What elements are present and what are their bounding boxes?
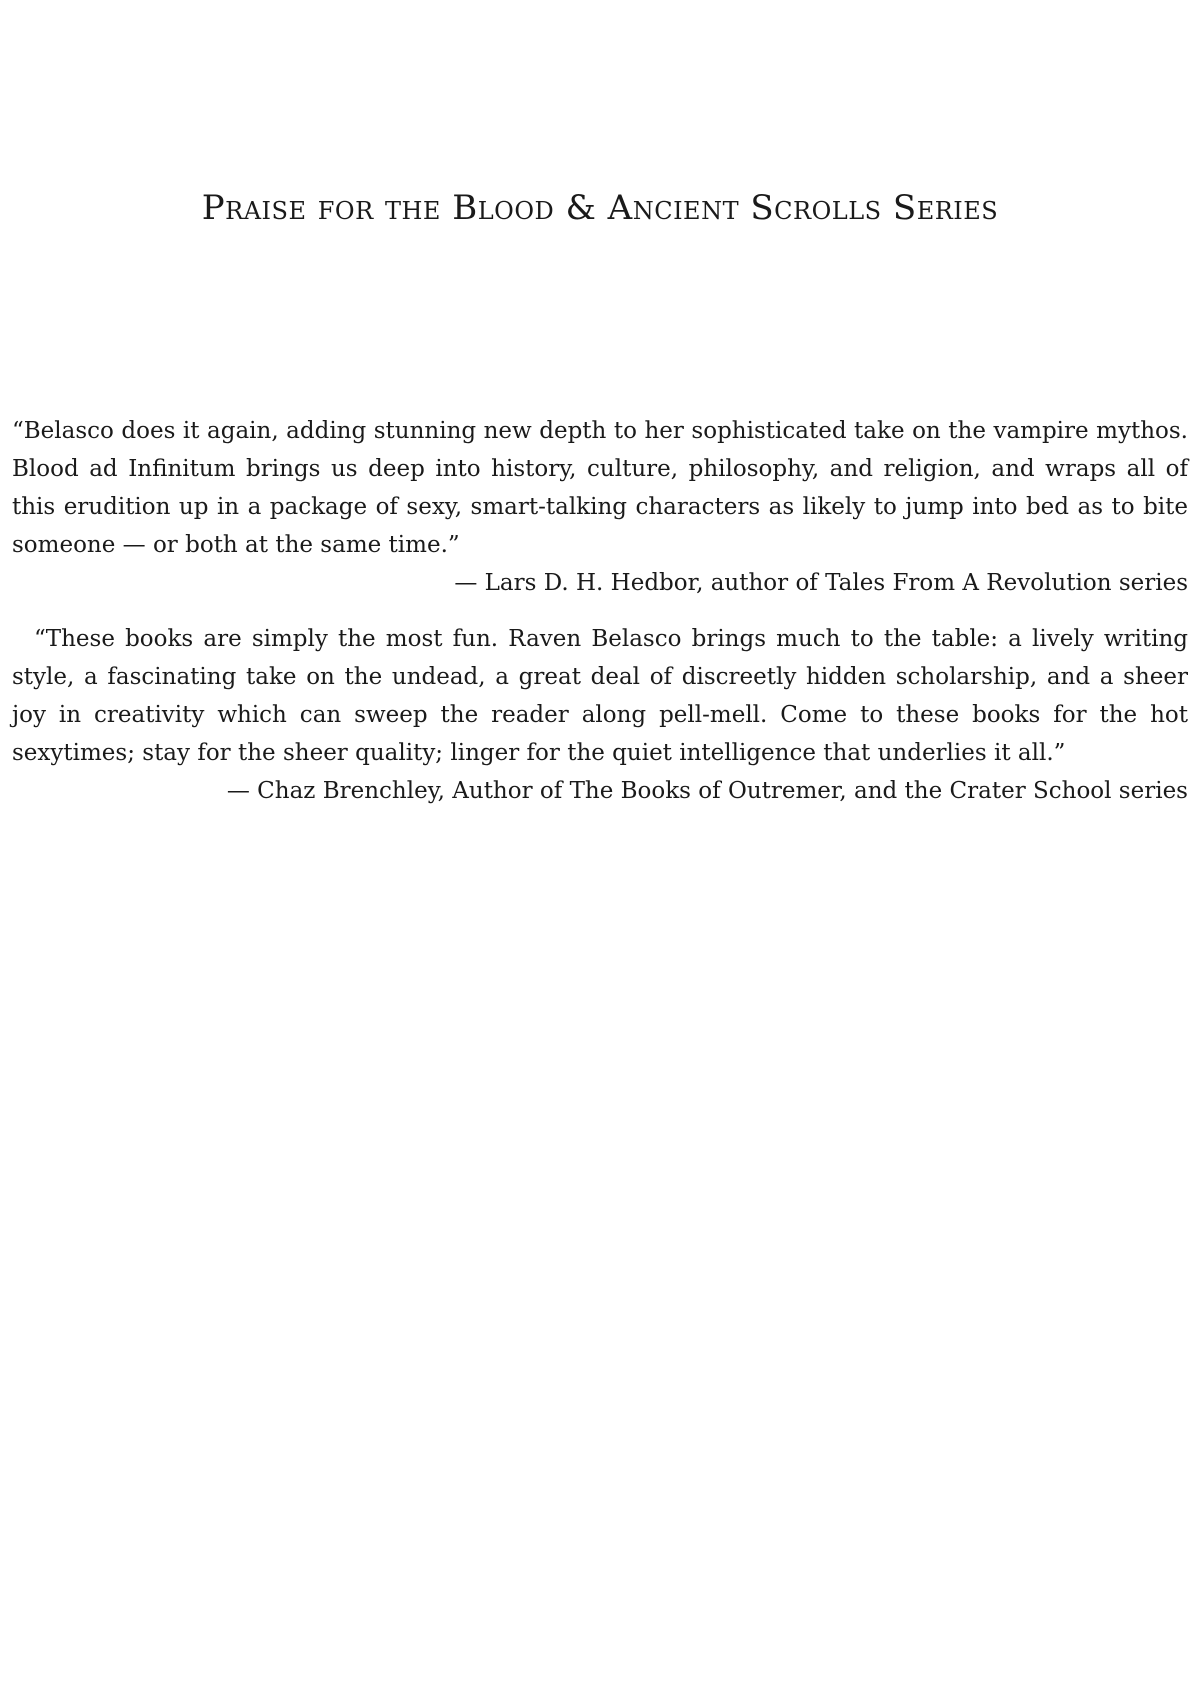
quote-block: [12, 412, 1188, 602]
quote-text: “Belasco does it again, adding stunning new depth to her sophisticated take on the vampire mythos. Blood ad Infinitum brings us deep into history, culture, philosophy, and religion, and wraps all of this erudition up in a package of sexy, smart-talking characters as likely to jump into bed as to bite someone — or both at the same time.”: [12, 418, 1188, 558]
quote-text: “These books are simply the most fun. Raven Belasco brings much to the table: a lively writing style, a fascinating take on the undead, a great deal of discreetly hidden scholarship, and a sheer joy in creativity which can sweep the reader along pell-mell. Come to these books for the hot sexytimes; stay for the sheer quality; linger for the quiet intelligence that underlies it all.”: [12, 626, 1188, 766]
quote-attribution: — Lars D. H. Hedbor, author of Tales From A Revolution series: [454, 570, 1188, 596]
praise-quotes: [12, 412, 1188, 828]
quote-attribution: — Chaz Brenchley, Author of The Books of Outremer, and the Crater School series: [226, 778, 1188, 804]
page-title: Praise for the Blood & Ancient Scrolls Series: [201, 188, 999, 228]
quote-block: [12, 620, 1188, 810]
